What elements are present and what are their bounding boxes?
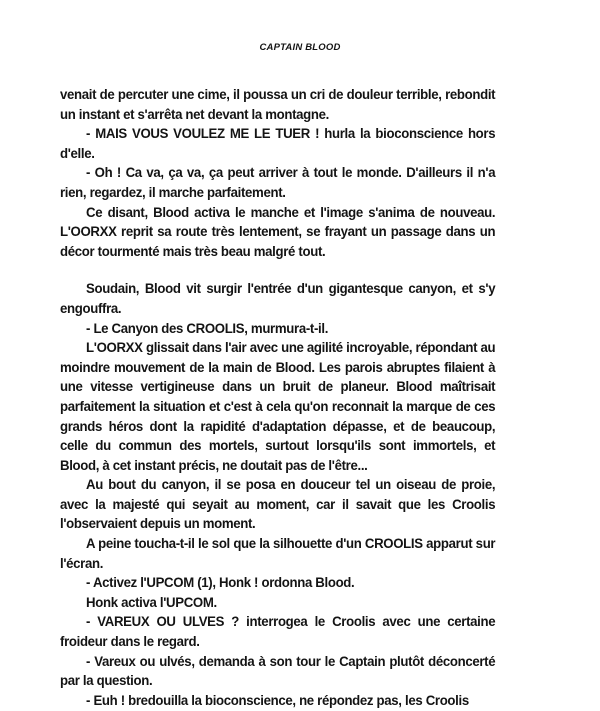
paragraph: Soudain, Blood vit surgir l'entrée d'un gigantesque canyon, et s'y engouffra. <box>60 281 496 317</box>
body-text <box>60 86 495 711</box>
paragraph: A peine toucha-t-il le sol que la silhouette d'un CROOLIS apparut sur l'écran. <box>60 536 496 572</box>
paragraph: - VAREUX OU ULVES ? interrogea le Croolis avec une certaine froideur dans le regard. <box>60 614 496 651</box>
paragraph: - MAIS VOUS VOULEZ ME LE TUER ! hurla la bioconscience hors d'elle. <box>60 126 496 162</box>
running-header: CAPTAIN BLOOD <box>259 42 341 53</box>
paragraph: venait de percuter une cime, il poussa un cri de douleur terrible, rebondit un instant et s'arrêta net devant la montagne. <box>60 87 496 123</box>
paragraph: Ce disant, Blood activa le manche et l'image s'anima de nouveau. L'OORXX reprit sa route très lentement, se frayant un passage dans un décor tourmenté mais très beau malgré tout. <box>60 204 496 260</box>
paragraph: - Euh ! bredouilla la bioconscience, ne répondez pas, les Croolis <box>86 692 469 709</box>
paragraph: - Oh ! Ca va, ça va, ça peut arriver à tout le monde. D'ailleurs il n'a rien, regardez, il marche parfaitement. <box>60 165 496 201</box>
paragraph: - Vareux ou ulvés, demanda à son tour le Captain plutôt déconcerté par la question. <box>60 653 496 690</box>
paragraph: - Activez l'UPCOM (1), Honk ! ordonna Blood. <box>86 575 355 592</box>
paragraph: L'OORXX glissait dans l'air avec une agilité incroyable, répondant au moindre mouvement de la main de Blood. Les parois abruptes filaient à une vitesse vertigineuse dans un bruit de planeur. Blood maîtrisait parfaitement la situation et c'est à cela qu'on reconnait la marque de ces grands héros dont la rapidité d'adaptation dépasse, et de beaucoup, celle du commun des mortels, surtout lorsqu'ils sont immortels, et Blood, à cet instant précis, ne doutait pas de l'être... <box>60 340 496 474</box>
paragraph: Honk activa l'UPCOM. <box>86 594 217 611</box>
paragraph: Au bout du canyon, il se posa en douceur tel un oiseau de proie, avec la majesté qui seyait au moment, car il savait que les Croolis l'observaient depuis un moment. <box>60 477 496 533</box>
paragraph: - Le Canyon des CROOLIS, murmura-t-il. <box>86 320 329 337</box>
